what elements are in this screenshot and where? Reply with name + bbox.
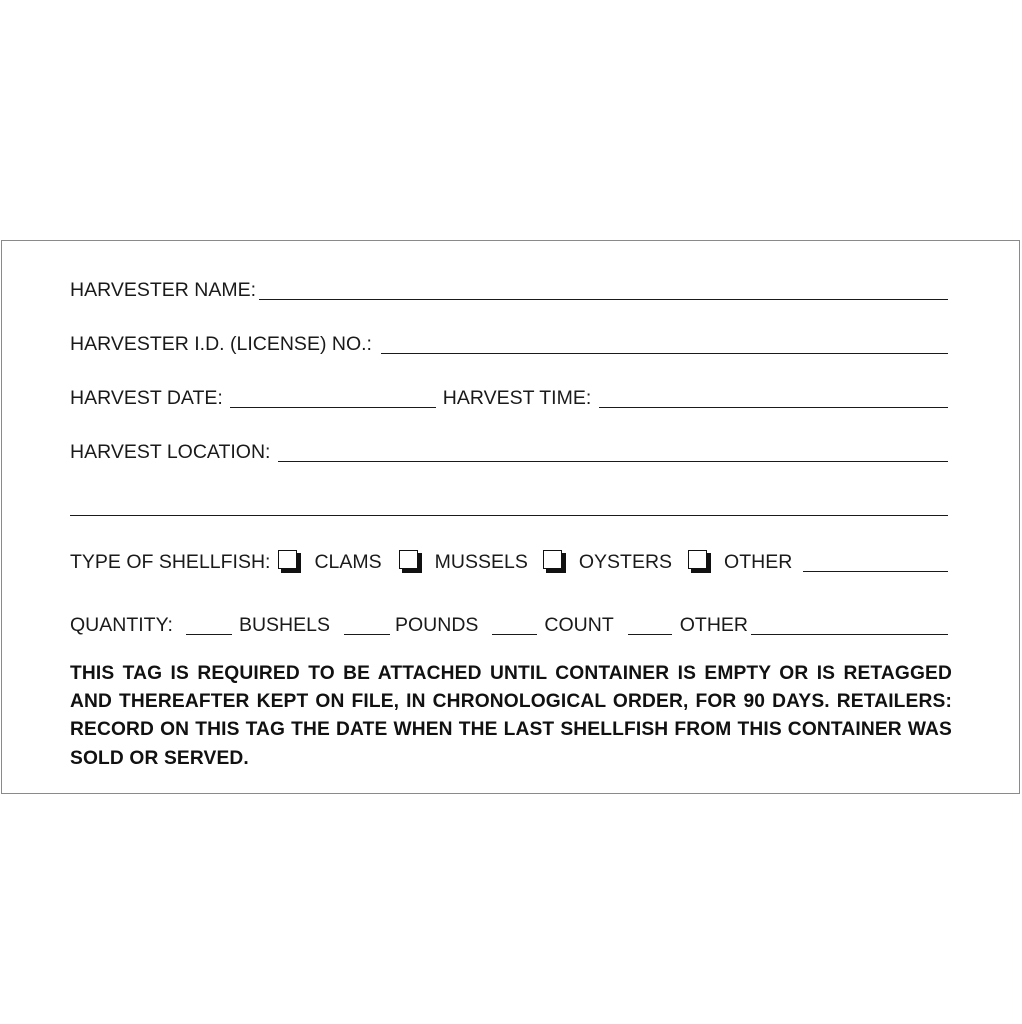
other-shellfish-label: OTHER	[724, 551, 793, 573]
harvest-time-label: HARVEST TIME:	[442, 387, 592, 409]
other-quantity-field[interactable]	[751, 616, 948, 635]
other-shellfish-field[interactable]	[803, 553, 948, 572]
bushels-label: BUSHELS	[238, 614, 330, 636]
harvester-name-field[interactable]	[259, 281, 948, 300]
harvester-id-field[interactable]	[381, 335, 948, 354]
bushels-field[interactable]	[186, 616, 232, 635]
harvest-location-continuation-row	[70, 497, 948, 517]
oysters-label: OYSTERS	[578, 551, 673, 573]
count-field[interactable]	[492, 616, 537, 635]
shellfish-type-label: TYPE OF SHELLFISH:	[70, 551, 271, 573]
harvest-location-field[interactable]	[278, 443, 948, 462]
harvest-date-field[interactable]	[230, 389, 436, 408]
quantity-row	[70, 614, 948, 636]
count-label: COUNT	[544, 614, 614, 636]
harvest-location-field-line-2[interactable]	[70, 497, 948, 516]
harvest-time-field[interactable]	[599, 389, 948, 408]
retention-notice: THIS TAG IS REQUIRED TO BE ATTACHED UNTIL CONTAINER IS EMPTY OR IS RETAGGED AND THEREAFTER KEPT ON FILE, IN CHRONOLOGICAL ORDER, FOR 90 DAYS. RETAILERS: RECORD ON THIS TAG THE DATE WHEN THE LAST SHELLFISH FROM THIS CONTAINER WAS SOLD OR SERVED.	[70, 663, 952, 769]
harvest-date-time-row	[70, 387, 948, 409]
harvest-location-row	[70, 441, 948, 463]
mussels-label: MUSSELS	[434, 551, 528, 573]
harvester-name-row	[70, 279, 948, 301]
harvester-name-label: HARVESTER NAME:	[70, 279, 257, 301]
harvester-id-row	[70, 333, 948, 355]
harvest-location-label: HARVEST LOCATION:	[70, 441, 271, 463]
harvest-date-label: HARVEST DATE:	[70, 387, 223, 409]
pounds-field[interactable]	[344, 616, 390, 635]
other-quantity-count-field[interactable]	[628, 616, 672, 635]
other-quantity-label: OTHER	[679, 614, 748, 636]
harvester-id-label: HARVESTER I.D. (LICENSE) NO.:	[70, 333, 372, 355]
pounds-label: POUNDS	[394, 614, 479, 636]
other-shellfish-checkbox[interactable]	[688, 550, 712, 574]
quantity-label: QUANTITY:	[70, 614, 173, 636]
oysters-checkbox[interactable]	[543, 550, 567, 574]
clams-checkbox[interactable]	[278, 550, 302, 574]
mussels-checkbox[interactable]	[399, 550, 423, 574]
shellfish-type-row	[70, 550, 948, 574]
clams-label: CLAMS	[314, 551, 382, 573]
